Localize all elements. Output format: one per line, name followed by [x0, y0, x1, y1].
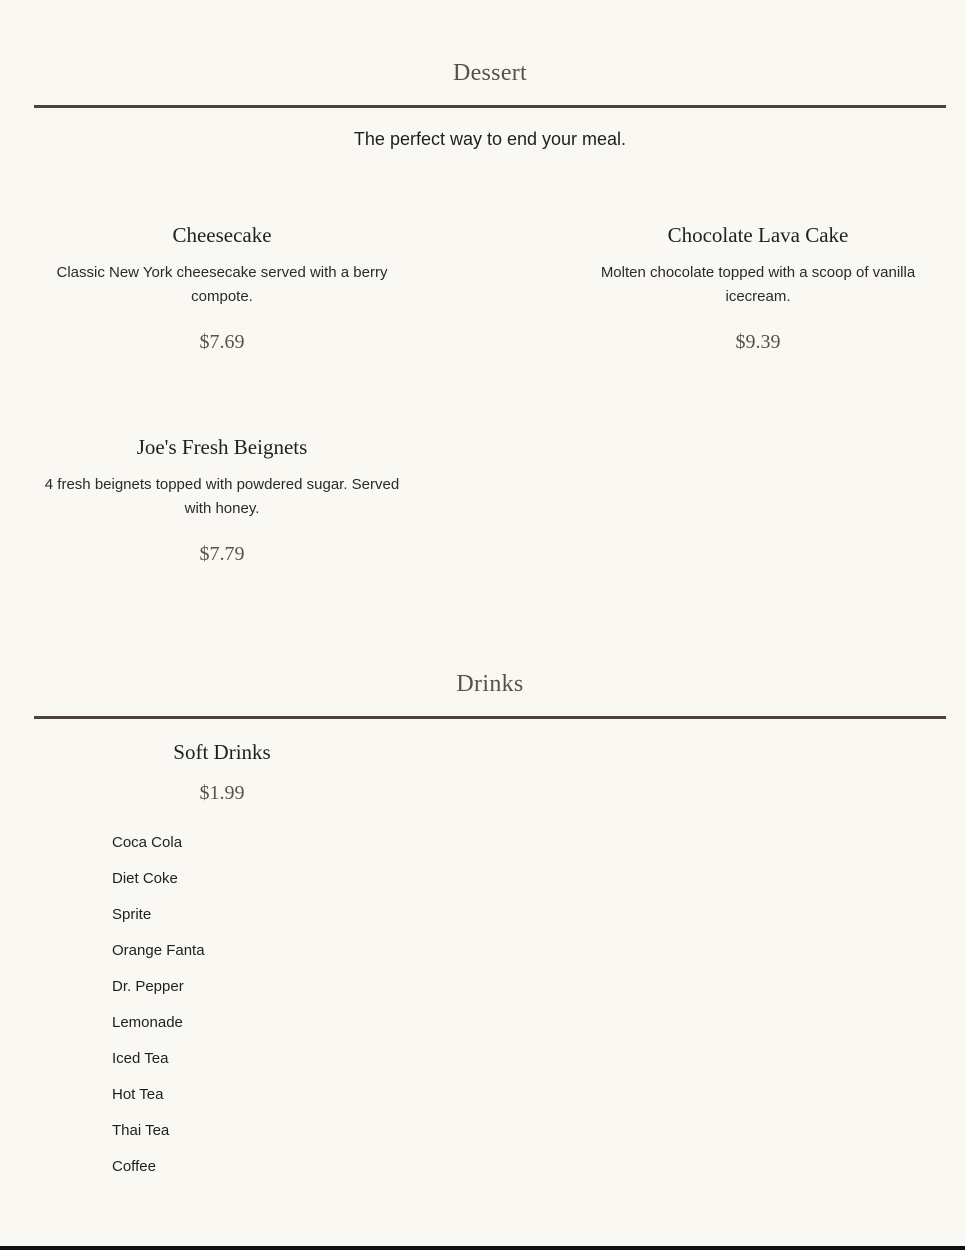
- list-item: Lemonade: [112, 1014, 183, 1031]
- menu-item-price: $7.69: [199, 331, 245, 353]
- menu-item-name: Cheesecake: [172, 223, 272, 247]
- list-item: Orange Fanta: [112, 942, 205, 959]
- menu-item-name: Soft Drinks: [173, 740, 271, 764]
- list-item: Dr. Pepper: [112, 978, 184, 995]
- menu-item-description: Classic New York cheesecake served with a berry compote.: [56, 264, 388, 305]
- list-item: Sprite: [112, 906, 152, 923]
- menu-item-chocolate-lava-cake: [568, 221, 948, 354]
- menu-item-price: $1.99: [199, 782, 245, 804]
- list-item: Thai Tea: [112, 1122, 170, 1139]
- list-item: Coffee: [112, 1158, 156, 1175]
- drinks-divider: [34, 716, 946, 719]
- page-bottom-border: [0, 1246, 965, 1250]
- menu-item-price: $9.39: [735, 331, 781, 353]
- list-item: Diet Coke: [112, 870, 178, 887]
- list-item: Coca Cola: [112, 834, 183, 851]
- menu-item-soft-drinks: [32, 738, 412, 805]
- menu-item-beignets: [32, 433, 412, 566]
- list-item: Hot Tea: [112, 1086, 164, 1103]
- menu-item-name: Joe's Fresh Beignets: [136, 435, 308, 459]
- list-item: Iced Tea: [112, 1050, 169, 1067]
- menu-item-name: Chocolate Lava Cake: [667, 223, 849, 247]
- dessert-section-title: Dessert: [452, 60, 528, 86]
- soft-drinks-options-list: [112, 833, 205, 1193]
- menu-item-price: $7.79: [199, 543, 245, 565]
- dessert-divider: [34, 105, 946, 108]
- drinks-section-title: Drinks: [456, 671, 524, 697]
- menu-item-cheesecake: [32, 221, 412, 354]
- menu-item-description: Molten chocolate topped with a scoop of vanilla icecream.: [600, 264, 916, 305]
- dessert-tagline: The perfect way to end your meal.: [353, 129, 627, 149]
- menu-item-description: 4 fresh beignets topped with powdered sugar. Served with honey.: [44, 476, 400, 517]
